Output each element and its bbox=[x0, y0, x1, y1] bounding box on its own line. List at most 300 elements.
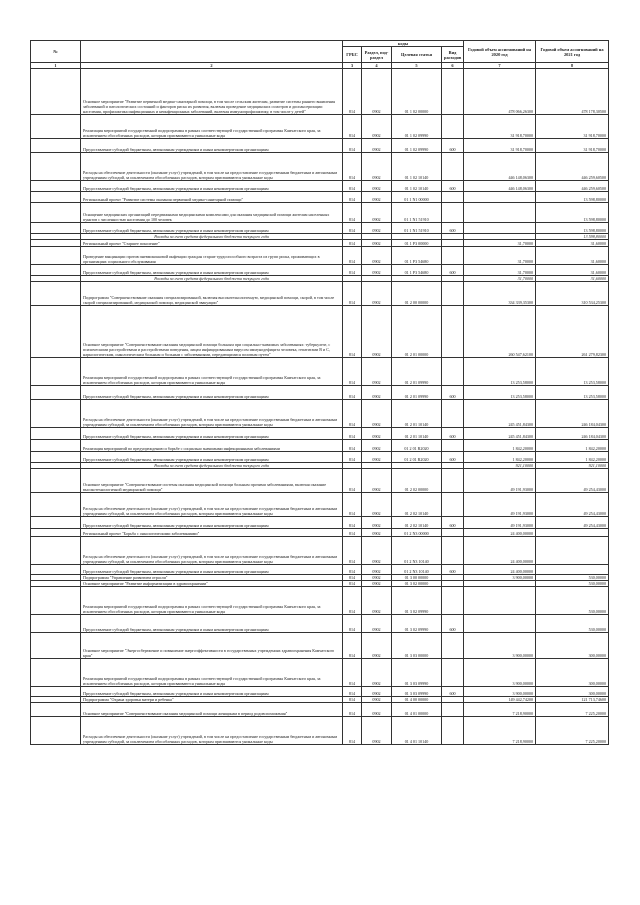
cell-volume-2021: 246 184,04300 bbox=[536, 428, 609, 440]
cell-name: Предоставление субсидий бюджетным, автономным учреждениям и иным некоммерческим организациям bbox=[81, 615, 343, 633]
cell-name: Реализация мероприятий государственной подпрограммы в рамках соответствующей государственной программы Камчатского края, за исключением обособленных расходов, которым присваиваются уникальные коды bbox=[81, 115, 343, 139]
cell-vid: 600 bbox=[442, 565, 464, 575]
cell-number bbox=[31, 469, 81, 493]
cell-celevaya: 01 2 N3 10140 bbox=[392, 565, 442, 575]
cell-grbs: 814 bbox=[343, 69, 362, 115]
cell-name: Расходы на обеспечение деятельности (оказание услуг) учреждений, в том числе на предоставление государственным бюджетным и автономным учреждениям субсидий, за исключением обособленных расходов, которым присваиваются уникальные коды bbox=[81, 717, 343, 745]
col-index-4: 4 bbox=[362, 63, 392, 69]
table-row bbox=[31, 565, 609, 575]
cell-volume-2020: 334 339,35300 bbox=[464, 282, 536, 306]
cell-number bbox=[31, 181, 81, 192]
cell-celevaya: 01 1 02 10140 bbox=[392, 153, 442, 181]
header-name bbox=[81, 41, 343, 63]
budget-table bbox=[30, 40, 609, 745]
cell-number bbox=[31, 517, 81, 529]
cell-grbs: 814 bbox=[343, 697, 362, 703]
cell-razdel: 0902 bbox=[362, 717, 392, 745]
cell-volume-2020 bbox=[464, 615, 536, 633]
cell-volume-2021: 13 598,80000 bbox=[536, 192, 609, 203]
table-row bbox=[31, 493, 609, 517]
cell-grbs: 814 bbox=[343, 386, 362, 400]
cell-name: Основное мероприятие "Развитие первичной медико-санитарной помощи, в том числе сельским жителям, развитие системы раннего выявления заболеваний и патологических состояний и факторов риска их развития, включая проведение медицинских осмотров и диспансеризации населения, профилактика инфекционных и неинфекционных заболеваний, включая иммунопрофилактику, в том числе у детей" bbox=[81, 69, 343, 115]
cell-grbs: 814 bbox=[343, 687, 362, 697]
table-row bbox=[31, 452, 609, 463]
cell-name: Основное мероприятие "Развитие информатизации в здравоохранении" bbox=[81, 581, 343, 587]
cell-volume-2021: 478 178,30500 bbox=[536, 69, 609, 115]
cell-razdel: 0902 bbox=[362, 537, 392, 565]
cell-number bbox=[31, 717, 81, 745]
cell-grbs: 814 bbox=[343, 615, 362, 633]
cell-grbs: 814 bbox=[343, 400, 362, 428]
cell-razdel: 0902 bbox=[362, 400, 392, 428]
cell-name: Расходы за счет средств федерального бюджета текущего года bbox=[81, 276, 343, 282]
cell-name: Подпрограмма "Совершенствование оказания специализированной, включая высокотехнологичную, медицинской помощи, скорой, в том числе скорой специализированной, медицинской помощи, медицинской эвакуации" bbox=[81, 282, 343, 306]
cell-grbs: 814 bbox=[343, 703, 362, 717]
cell-volume-2021: 49 254,43000 bbox=[536, 469, 609, 493]
cell-volume-2020: 31 918,70000 bbox=[464, 139, 536, 153]
cell-number bbox=[31, 358, 81, 386]
cell-name: Расходы на обеспечение деятельности (оказание услуг) учреждений, в том числе на предоставление государственным бюджетным и автономным учреждениям субсидий, за исключением обособленных расходов, которым присваиваются уникальные коды bbox=[81, 493, 343, 517]
table-row bbox=[31, 282, 609, 306]
cell-grbs: 814 bbox=[343, 247, 362, 265]
header-volume-2021: Годовой объем ассигнований на 2021 год bbox=[536, 41, 609, 63]
cell-razdel: 0902 bbox=[362, 69, 392, 115]
cell-grbs: 814 bbox=[343, 223, 362, 234]
cell-volume-2020: 1 842,20000 bbox=[464, 440, 536, 452]
cell-celevaya: 01 2 02 10140 bbox=[392, 517, 442, 529]
cell-celevaya: 01 1 02 10140 bbox=[392, 181, 442, 192]
cell-grbs: 814 bbox=[343, 659, 362, 687]
cell-volume-2021: 300,00000 bbox=[536, 687, 609, 697]
cell-celevaya: 01 2 01 R2020 bbox=[392, 440, 442, 452]
cell-name: Предоставление субсидий бюджетным, автономным учреждениям и иным некоммерческим организациям bbox=[81, 452, 343, 463]
cell-celevaya: 01 4 01 10140 bbox=[392, 717, 442, 745]
cell-volume-2020: 260 547,62100 bbox=[464, 306, 536, 358]
cell-vid bbox=[442, 633, 464, 659]
cell-celevaya: 01 1 02 00000 bbox=[392, 69, 442, 115]
table-row bbox=[31, 440, 609, 452]
cell-volume-2020: 31,70000 bbox=[464, 276, 536, 282]
cell-number bbox=[31, 400, 81, 428]
cell-volume-2021: 446 259,60500 bbox=[536, 181, 609, 192]
cell-number bbox=[31, 69, 81, 115]
cell-grbs: 814 bbox=[343, 717, 362, 745]
cell-volume-2020: 446 148,06300 bbox=[464, 153, 536, 181]
header-razdel: Раздел, под-раздел bbox=[362, 47, 392, 63]
cell-celevaya: 01 1 N1 51910 bbox=[392, 203, 442, 223]
cell-razdel: 0902 bbox=[362, 115, 392, 139]
cell-name: Региональный проект "Развитие системы оказания первичной медико-санитарной помощи" bbox=[81, 192, 343, 203]
cell-volume-2020: 31,70000 bbox=[464, 240, 536, 247]
cell-name: Предоставление субсидий бюджетным, автономным учреждениям и иным некоммерческим организациям bbox=[81, 386, 343, 400]
cell-celevaya: 01 3 03 09990 bbox=[392, 687, 442, 697]
cell-razdel: 0902 bbox=[362, 181, 392, 192]
cell-number bbox=[31, 493, 81, 517]
cell-volume-2021: 530,00000 bbox=[536, 575, 609, 581]
cell-vid: 600 bbox=[442, 517, 464, 529]
cell-number bbox=[31, 452, 81, 463]
budget-sheet bbox=[30, 40, 608, 745]
cell-volume-2021 bbox=[536, 565, 609, 575]
cell-razdel: 0902 bbox=[362, 306, 392, 358]
cell-number bbox=[31, 529, 81, 537]
cell-name: Основное мероприятие "Совершенствование оказания медицинской помощи больным при социально-значимых заболеваниях: туберкулезе, с психическими расстройствами и расстройствами поведения, лицам инфицированным вирусом иммунодефицита человека, гепатитами В и С, наркологическим, онкологическим больным и больным с заболеваниями, передающимися половым путем" bbox=[81, 306, 343, 358]
cell-grbs: 814 bbox=[343, 575, 362, 581]
cell-volume-2021: 31,60000 bbox=[536, 247, 609, 265]
cell-volume-2020: 245 451,84300 bbox=[464, 400, 536, 428]
table-row bbox=[31, 537, 609, 565]
cell-number bbox=[31, 306, 81, 358]
cell-razdel: 0902 bbox=[362, 697, 392, 703]
cell-name: Реализация мероприятий государственной подпрограммы в рамках соответствующей государственной программы Камчатского края, за исключением обособленных расходов, которым присваиваются уникальные коды bbox=[81, 587, 343, 615]
table-row bbox=[31, 203, 609, 223]
cell-grbs: 814 bbox=[343, 565, 362, 575]
cell-vid bbox=[442, 69, 464, 115]
cell-number bbox=[31, 247, 81, 265]
cell-razdel: 0902 bbox=[362, 469, 392, 493]
cell-volume-2021: 31 918,70000 bbox=[536, 139, 609, 153]
cell-razdel: 0902 bbox=[362, 703, 392, 717]
cell-volume-2021: 530,00000 bbox=[536, 615, 609, 633]
cell-celevaya: 01 3 03 09990 bbox=[392, 659, 442, 687]
table-row bbox=[31, 687, 609, 697]
col-index-8: 8 bbox=[536, 63, 609, 69]
cell-grbs: 814 bbox=[343, 529, 362, 537]
cell-vid: 600 bbox=[442, 687, 464, 697]
cell-volume-2020: 149 442,74200 bbox=[464, 697, 536, 703]
cell-vid bbox=[442, 493, 464, 517]
cell-name: Расходы за счет средств федерального бюджета текущего года bbox=[81, 463, 343, 469]
cell-number bbox=[31, 615, 81, 633]
cell-volume-2020: 7 218,90000 bbox=[464, 703, 536, 717]
cell-volume-2021: 310 534,25300 bbox=[536, 282, 609, 306]
cell-razdel: 0902 bbox=[362, 687, 392, 697]
cell-volume-2021: 13 253,58000 bbox=[536, 386, 609, 400]
cell-razdel: 0902 bbox=[362, 529, 392, 537]
cell-razdel: 0902 bbox=[362, 517, 392, 529]
cell-celevaya: 01 1 N1 51910 bbox=[392, 223, 442, 234]
cell-celevaya: 01 1 02 09990 bbox=[392, 139, 442, 153]
table-row bbox=[31, 659, 609, 687]
cell-name: Предоставление субсидий бюджетным, автономным учреждениям и иным некоммерческим организациям bbox=[81, 428, 343, 440]
cell-volume-2020: 3 900,00000 bbox=[464, 575, 536, 581]
table-row bbox=[31, 717, 609, 745]
cell-grbs: 814 bbox=[343, 581, 362, 587]
cell-razdel: 0902 bbox=[362, 615, 392, 633]
cell-name: Реализация мероприятий государственной подпрограммы в рамках соответствующей государственной программы Камчатского края, за исключением обособленных расходов, которым присваиваются уникальные коды bbox=[81, 358, 343, 386]
cell-name: Основное мероприятие "Совершенствование системы оказания медицинской помощи больным прочими заболеваниями, включая оказание высокотехнологичной медицинской помощи" bbox=[81, 469, 343, 493]
cell-celevaya: 01 2 01 R2020 bbox=[392, 452, 442, 463]
cell-grbs: 814 bbox=[343, 139, 362, 153]
cell-grbs: 814 bbox=[343, 265, 362, 276]
cell-volume-2021: 31,60000 bbox=[536, 240, 609, 247]
cell-volume-2020: 24 400,00000 bbox=[464, 537, 536, 565]
cell-volume-2020: 921,10000 bbox=[464, 463, 536, 469]
cell-name: Проведение вакцинации против пневмококковой инфекции граждан старше трудоспособного возраста из групп риска, проживающих в организациях социального обслуживания bbox=[81, 247, 343, 265]
cell-grbs: 814 bbox=[343, 452, 362, 463]
cell-vid bbox=[442, 247, 464, 265]
table-row bbox=[31, 386, 609, 400]
table-row bbox=[31, 428, 609, 440]
cell-razdel: 0902 bbox=[362, 223, 392, 234]
cell-name: Реализация мероприятий государственной подпрограммы в рамках соответствующей государственной программы Камчатского края, за исключением обособленных расходов, которым присваиваются уникальные коды bbox=[81, 659, 343, 687]
cell-vid: 600 bbox=[442, 139, 464, 153]
table-row bbox=[31, 115, 609, 139]
header-codes: коды bbox=[343, 41, 464, 47]
cell-number bbox=[31, 192, 81, 203]
cell-name: Региональный проект "Старшее поколение" bbox=[81, 240, 343, 247]
cell-grbs: 814 bbox=[343, 440, 362, 452]
cell-volume-2021 bbox=[536, 529, 609, 537]
cell-volume-2021: 261 279,82300 bbox=[536, 306, 609, 358]
cell-vid bbox=[442, 659, 464, 687]
cell-celevaya: 01 1 02 09990 bbox=[392, 115, 442, 139]
cell-volume-2021: 13 598,80000 bbox=[536, 234, 609, 240]
cell-number bbox=[31, 428, 81, 440]
table-row bbox=[31, 265, 609, 276]
cell-volume-2021 bbox=[536, 537, 609, 565]
cell-number bbox=[31, 587, 81, 615]
cell-razdel: 0902 bbox=[362, 358, 392, 386]
cell-celevaya: 01 3 02 00000 bbox=[392, 581, 442, 587]
table-row bbox=[31, 703, 609, 717]
cell-celevaya: 01 4 00 00000 bbox=[392, 697, 442, 703]
cell-volume-2020: 49 191,93000 bbox=[464, 493, 536, 517]
cell-name: Предоставление субсидий бюджетным, автономным учреждениям и иным некоммерческим организациям bbox=[81, 565, 343, 575]
cell-volume-2020: 49 191,93000 bbox=[464, 469, 536, 493]
cell-volume-2021: 13 598,80000 bbox=[536, 223, 609, 234]
cell-razdel: 0902 bbox=[362, 153, 392, 181]
cell-name: Подпрограмма "Охрана здоровья матери и ребенка" bbox=[81, 697, 343, 703]
cell-volume-2020: 245 451,84300 bbox=[464, 428, 536, 440]
cell-grbs: 814 bbox=[343, 537, 362, 565]
cell-grbs: 814 bbox=[343, 203, 362, 223]
cell-number bbox=[31, 265, 81, 276]
cell-number bbox=[31, 115, 81, 139]
cell-celevaya: 01 2 01 10140 bbox=[392, 400, 442, 428]
cell-number bbox=[31, 633, 81, 659]
cell-razdel: 0902 bbox=[362, 428, 392, 440]
cell-celevaya: 01 2 01 09990 bbox=[392, 358, 442, 386]
cell-volume-2021: 49 254,43000 bbox=[536, 493, 609, 517]
cell-volume-2021: 121 713,74600 bbox=[536, 697, 609, 703]
cell-grbs: 814 bbox=[343, 587, 362, 615]
cell-number bbox=[31, 139, 81, 153]
cell-celevaya: 01 2 01 09990 bbox=[392, 386, 442, 400]
cell-volume-2021: 300,00000 bbox=[536, 633, 609, 659]
cell-razdel: 0902 bbox=[362, 282, 392, 306]
cell-volume-2020: 7 218,90000 bbox=[464, 717, 536, 745]
cell-volume-2020 bbox=[464, 223, 536, 234]
cell-volume-2021: 1 842,20000 bbox=[536, 452, 609, 463]
cell-volume-2020: 31,70000 bbox=[464, 265, 536, 276]
cell-number bbox=[31, 537, 81, 565]
cell-number bbox=[31, 240, 81, 247]
cell-razdel: 0902 bbox=[362, 440, 392, 452]
table-body bbox=[31, 69, 609, 745]
cell-volume-2020: 31,70000 bbox=[464, 247, 536, 265]
cell-volume-2020 bbox=[464, 192, 536, 203]
cell-vid bbox=[442, 400, 464, 428]
cell-volume-2020: 24 400,00000 bbox=[464, 529, 536, 537]
cell-volume-2021: 31 918,70000 bbox=[536, 115, 609, 139]
cell-number bbox=[31, 153, 81, 181]
cell-number bbox=[31, 223, 81, 234]
cell-razdel: 0902 bbox=[362, 452, 392, 463]
cell-number bbox=[31, 440, 81, 452]
cell-name: Предоставление субсидий бюджетным, автономным учреждениям и иным некоммерческим организациям bbox=[81, 139, 343, 153]
cell-celevaya: 01 1 P3 54680 bbox=[392, 247, 442, 265]
table-row bbox=[31, 223, 609, 234]
cell-name: Расходы на обеспечение деятельности (оказание услуг) учреждений, в том числе на предоставление государственным бюджетным и автономным учреждениям субсидий, за исключением обособленных расходов, которым присваиваются уникальные коды bbox=[81, 400, 343, 428]
cell-celevaya: 01 2 01 00000 bbox=[392, 306, 442, 358]
cell-volume-2020: 13 253,58000 bbox=[464, 386, 536, 400]
cell-grbs: 814 bbox=[343, 358, 362, 386]
cell-name: Региональный проект "Борьба с онкологическими заболеваниями" bbox=[81, 529, 343, 537]
cell-razdel: 0902 bbox=[362, 659, 392, 687]
cell-celevaya: 01 2 02 00000 bbox=[392, 469, 442, 493]
cell-razdel: 0902 bbox=[362, 581, 392, 587]
cell-celevaya: 01 2 00 00000 bbox=[392, 282, 442, 306]
cell-name: Оснащение медицинских организаций передвижными медицинскими комплексами для оказания медицинской помощи жителям населенных пунктов с численностью населения до 100 человек bbox=[81, 203, 343, 223]
cell-razdel: 0902 bbox=[362, 203, 392, 223]
cell-razdel: 0902 bbox=[362, 575, 392, 581]
cell-celevaya: 01 3 03 00000 bbox=[392, 633, 442, 659]
table-row bbox=[31, 192, 609, 203]
cell-razdel: 0902 bbox=[362, 192, 392, 203]
cell-volume-2021: 530,00000 bbox=[536, 587, 609, 615]
cell-name: Реализация мероприятий по предупреждению и борьбе с социально значимыми инфекционными заболеваниями bbox=[81, 440, 343, 452]
cell-name: Предоставление субсидий бюджетным, автономным учреждениям и иным некоммерческим организациям bbox=[81, 687, 343, 697]
cell-vid bbox=[442, 358, 464, 386]
cell-number bbox=[31, 703, 81, 717]
cell-name: Предоставление субсидий бюджетным, автономным учреждениям и иным некоммерческим организациям bbox=[81, 517, 343, 529]
cell-volume-2021: 13 598,80000 bbox=[536, 203, 609, 223]
cell-name: Основное мероприятие "Энергосбережение и повышение энергоэффективности в государственных учреждениях здравоохранения Камчатского края" bbox=[81, 633, 343, 659]
cell-vid bbox=[442, 469, 464, 493]
cell-grbs: 814 bbox=[343, 633, 362, 659]
cell-volume-2021: 31,60000 bbox=[536, 276, 609, 282]
cell-volume-2020 bbox=[464, 203, 536, 223]
cell-number bbox=[31, 203, 81, 223]
col-index-3: 3 bbox=[343, 63, 362, 69]
col-index-5: 5 bbox=[392, 63, 442, 69]
table-row bbox=[31, 69, 609, 115]
cell-number bbox=[31, 282, 81, 306]
col-index-7: 7 bbox=[464, 63, 536, 69]
table-row bbox=[31, 529, 609, 537]
cell-number bbox=[31, 659, 81, 687]
cell-vid bbox=[442, 282, 464, 306]
cell-name: Расходы на обеспечение деятельности (оказание услуг) учреждений, в том числе на предоставление государственным бюджетным и автономным учреждениям субсидий, за исключением обособленных расходов, которым присваиваются уникальные коды bbox=[81, 153, 343, 181]
cell-celevaya: 01 3 02 09990 bbox=[392, 615, 442, 633]
cell-number bbox=[31, 565, 81, 575]
cell-celevaya: 01 2 02 10140 bbox=[392, 493, 442, 517]
cell-name: Предоставление субсидий бюджетным, автономным учреждениям и иным некоммерческим организациям bbox=[81, 223, 343, 234]
cell-volume-2021: 31,60000 bbox=[536, 265, 609, 276]
table-row bbox=[31, 247, 609, 265]
cell-volume-2021: 13 253,58000 bbox=[536, 358, 609, 386]
cell-volume-2020: 24 400,00000 bbox=[464, 565, 536, 575]
cell-grbs: 814 bbox=[343, 517, 362, 529]
table-row bbox=[31, 358, 609, 386]
cell-celevaya: 01 1 P3 00000 bbox=[392, 240, 442, 247]
cell-volume-2020: 1 842,20000 bbox=[464, 452, 536, 463]
cell-vid: 600 bbox=[442, 223, 464, 234]
cell-number bbox=[31, 386, 81, 400]
cell-razdel: 0902 bbox=[362, 633, 392, 659]
cell-razdel: 0902 bbox=[362, 386, 392, 400]
cell-razdel: 0902 bbox=[362, 493, 392, 517]
header-grbs: ГРБС bbox=[343, 47, 362, 63]
cell-volume-2020: 3 900,00000 bbox=[464, 687, 536, 697]
cell-vid: 600 bbox=[442, 452, 464, 463]
table-row bbox=[31, 153, 609, 181]
cell-grbs: 814 bbox=[343, 153, 362, 181]
cell-volume-2020: 13 253,58000 bbox=[464, 358, 536, 386]
cell-vid bbox=[442, 537, 464, 565]
cell-razdel: 0902 bbox=[362, 265, 392, 276]
cell-grbs: 814 bbox=[343, 469, 362, 493]
cell-grbs: 814 bbox=[343, 428, 362, 440]
table-row bbox=[31, 240, 609, 247]
cell-grbs: 814 bbox=[343, 181, 362, 192]
cell-celevaya: 01 2 01 10140 bbox=[392, 428, 442, 440]
cell-name: Расходы за счет средств федерального бюджета текущего года bbox=[81, 234, 343, 240]
table-row bbox=[31, 633, 609, 659]
cell-vid: 600 bbox=[442, 386, 464, 400]
cell-name: Предоставление субсидий бюджетным, автономным учреждениям и иным некоммерческим организациям bbox=[81, 181, 343, 192]
cell-volume-2020: 49 191,93000 bbox=[464, 517, 536, 529]
cell-grbs: 814 bbox=[343, 282, 362, 306]
cell-grbs: 814 bbox=[343, 192, 362, 203]
cell-volume-2021: 1 842,20000 bbox=[536, 440, 609, 452]
cell-vid bbox=[442, 203, 464, 223]
cell-vid bbox=[442, 306, 464, 358]
cell-celevaya: 01 1 P3 54680 bbox=[392, 265, 442, 276]
cell-vid: 600 bbox=[442, 428, 464, 440]
table-row bbox=[31, 139, 609, 153]
cell-name: Подпрограмма "Управление развитием отрасли" bbox=[81, 575, 343, 581]
cell-volume-2020: 478 066,26300 bbox=[464, 69, 536, 115]
cell-celevaya: 01 4 01 00000 bbox=[392, 703, 442, 717]
cell-celevaya: 01 2 N3 00000 bbox=[392, 529, 442, 537]
cell-celevaya: 01 3 02 09990 bbox=[392, 587, 442, 615]
col-index-1: 1 bbox=[31, 63, 81, 69]
cell-volume-2021: 7 225,20000 bbox=[536, 703, 609, 717]
cell-vid bbox=[442, 115, 464, 139]
cell-vid bbox=[442, 240, 464, 247]
cell-razdel: 0902 bbox=[362, 565, 392, 575]
table-row bbox=[31, 306, 609, 358]
cell-vid bbox=[442, 440, 464, 452]
cell-vid: 600 bbox=[442, 615, 464, 633]
cell-volume-2021: 49 254,43000 bbox=[536, 517, 609, 529]
cell-volume-2021: 7 225,20000 bbox=[536, 717, 609, 745]
cell-volume-2020: 31 918,70000 bbox=[464, 115, 536, 139]
cell-celevaya: 01 2 N3 10140 bbox=[392, 537, 442, 565]
cell-vid bbox=[442, 153, 464, 181]
cell-vid bbox=[442, 703, 464, 717]
cell-volume-2020 bbox=[464, 587, 536, 615]
header-vid: Вид расходов bbox=[442, 47, 464, 63]
header-celevaya: Целевая статья bbox=[392, 47, 442, 63]
cell-celevaya: 01 1 N1 00000 bbox=[392, 192, 442, 203]
cell-name: Расходы на обеспечение деятельности (оказание услуг) учреждений, в том числе на предоставление государственным бюджетным и автономным учреждениям субсидий, за исключением обособленных расходов, которым присваиваются уникальные коды bbox=[81, 537, 343, 565]
table-row bbox=[31, 469, 609, 493]
cell-number bbox=[31, 687, 81, 697]
cell-vid: 600 bbox=[442, 181, 464, 192]
